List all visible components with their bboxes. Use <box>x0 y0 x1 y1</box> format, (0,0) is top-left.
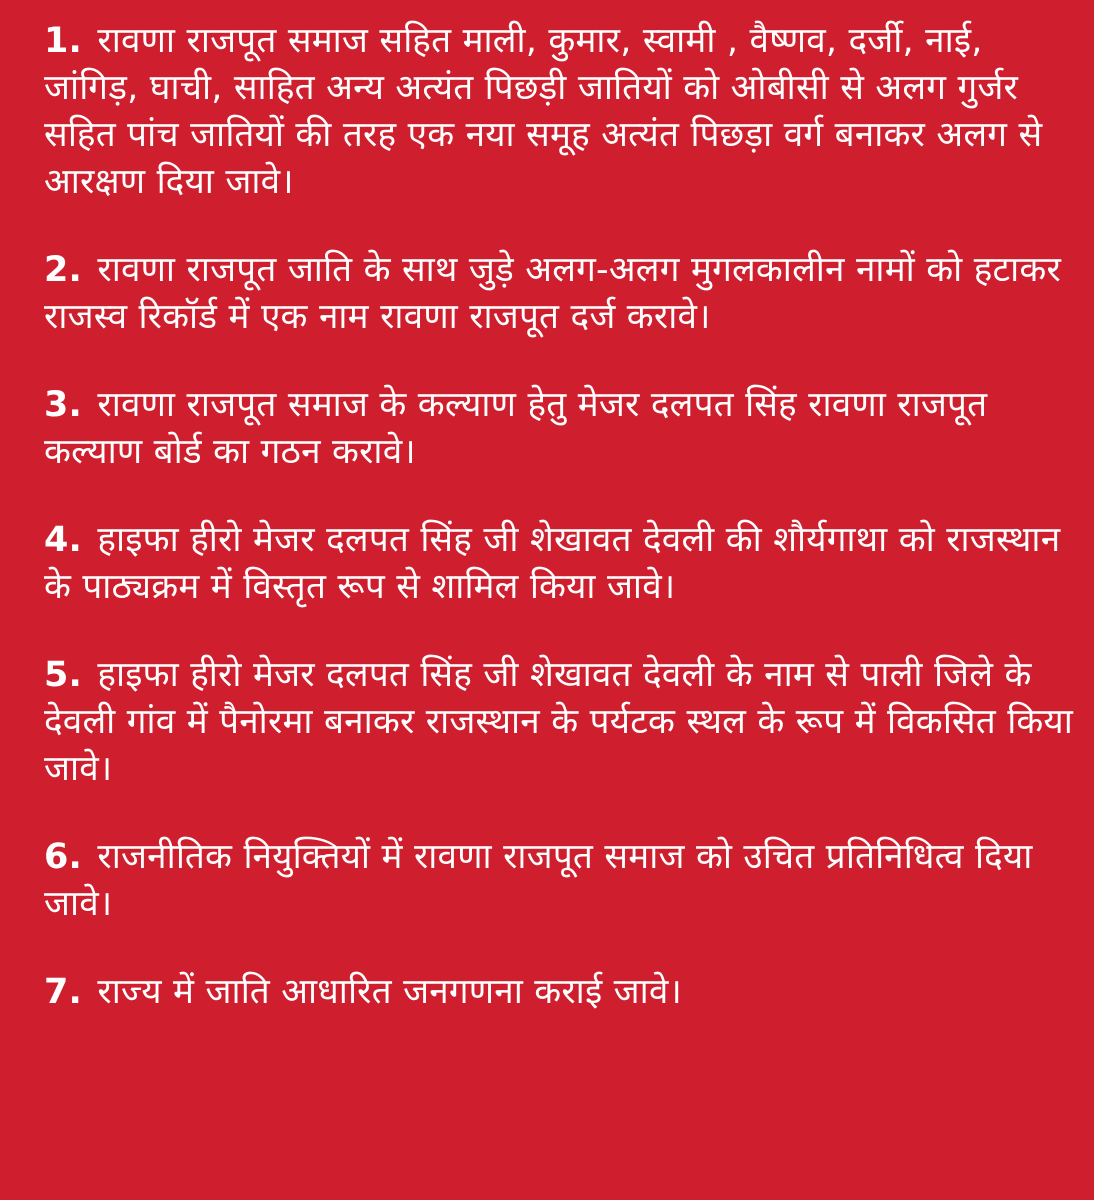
demand-number: 6. <box>44 837 83 877</box>
demand-number: 7. <box>44 972 83 1012</box>
demand-item-7 <box>44 969 1082 1016</box>
demand-text: रावणा राजपूत समाज के कल्याण हेतु मेजर दलपत सिंह रावणा राजपूत कल्याण बोर्ड का गठन करावे। <box>44 385 988 472</box>
demand-item-3 <box>44 382 1082 476</box>
demand-text: हाइफा हीरो मेजर दलपत सिंह जी शेखावत देवली के नाम से पाली जिले के देवली गांव में पैनोरमा बनाकर राजस्थान के पर्यटक स्थल के रूप में विकसित किया जावे। <box>44 655 1073 789</box>
demand-item-6 <box>44 834 1082 928</box>
demand-text: रावणा राजपूत समाज सहित माली, कुमार, स्वामी , वैष्णव, दर्जी, नाई, जांगिड़, घाची, साहित अन्य अत्यंत पिछड़ी जातियों को ओबीसी से अलग गुर्जर सहित पांच जातियों की तरह एक नया समूह अत्यंत पिछड़ा वर्ग बनाकर अलग से आरक्षण दिया जावे। <box>44 21 1043 202</box>
demand-item-5 <box>44 652 1082 793</box>
demand-text: रावणा राजपूत जाति के साथ जुड़े अलग-अलग मुगलकालीन नामों को हटाकर राजस्व रिकॉर्ड में एक नाम रावणा राजपूत दर्ज करावे। <box>44 250 1061 337</box>
demand-item-4 <box>44 517 1082 611</box>
demand-number: 2. <box>44 250 83 290</box>
demand-number: 4. <box>44 520 83 560</box>
demand-text: हाइफा हीरो मेजर दलपत सिंह जी शेखावत देवली की शौर्यगाथा को राजस्थान के पाठ्यक्रम में विस्तृत रूप से शामिल किया जावे। <box>44 520 1061 607</box>
demand-text: राज्य में जाति आधारित जनगणना कराई जावे। <box>97 972 683 1012</box>
demand-number: 1. <box>44 21 83 61</box>
demand-text: राजनीतिक नियुक्तियों में रावणा राजपूत समाज को उचित प्रतिनिधित्व दिया जावे। <box>44 837 1033 924</box>
demand-number: 3. <box>44 385 83 425</box>
demand-number: 5. <box>44 655 83 695</box>
demand-item-2 <box>44 247 1082 341</box>
demand-item-1 <box>44 18 1082 206</box>
